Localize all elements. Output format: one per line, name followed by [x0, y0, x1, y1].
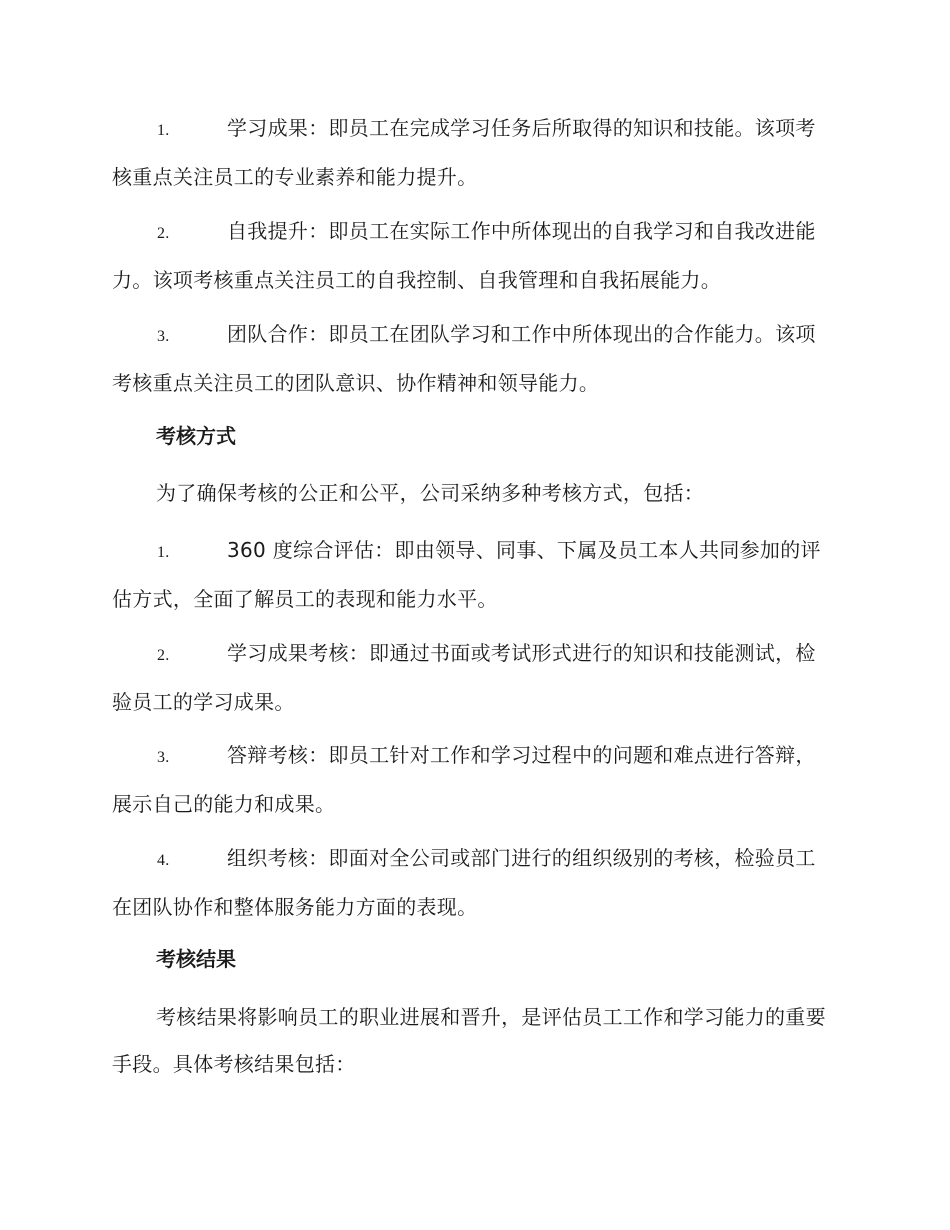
paragraph: 考核结果将影响员工的职业进展和晋升，是评估员工工作和学习能力的重要手段。具体考核结果包括： [112, 1005, 826, 1076]
list-text: 学习成果考核：即通过书面或考试形式进行的知识和技能测试，检验员工的学习成果。 [112, 641, 816, 714]
list-number: 1. [157, 122, 170, 139]
list-item [112, 835, 834, 931]
list-item [112, 311, 834, 407]
list-item [112, 732, 834, 828]
list-number: 4. [157, 852, 170, 869]
list-item [112, 630, 834, 726]
list-text: 学习成果：即员工在完成学习任务后所取得的知识和技能。该项考核重点关注员工的专业素养和能力提升。 [112, 116, 816, 189]
list-number: 3. [157, 328, 170, 345]
list-text: 360 度综合评估：即由领导、同事、下属及员工本人共同参加的评估方式，全面了解员工的表现和能力水平。 [112, 538, 821, 611]
list-text: 团队合作：即员工在团队学习和工作中所体现出的合作能力。该项考核重点关注员工的团队意识、协作精神和领导能力。 [112, 322, 816, 395]
paragraph: 为了确保考核的公正和公平，公司采纳多种考核方式，包括： [156, 481, 705, 505]
section-heading: 考核结果 [156, 947, 236, 971]
list-item [112, 208, 834, 304]
list-text: 自我提升：即员工在实际工作中所体现出的自我学习和自我改进能力。该项考核重点关注员工的自我控制、自我管理和自我拓展能力。 [112, 219, 816, 292]
list-item [112, 527, 834, 623]
list-number: 1. [157, 544, 170, 561]
list-text: 组织考核：即面对全公司或部门进行的组织级别的考核，检验员工在团队协作和整体服务能力方面的表现。 [112, 846, 816, 919]
list-text: 答辩考核：即员工针对工作和学习过程中的问题和难点进行答辩，展示自己的能力和成果。 [112, 743, 816, 816]
section-heading: 考核方式 [156, 424, 236, 448]
list-number: 2. [157, 225, 170, 242]
list-number: 2. [157, 647, 170, 664]
list-item [112, 105, 834, 201]
list-number: 3. [157, 749, 170, 766]
